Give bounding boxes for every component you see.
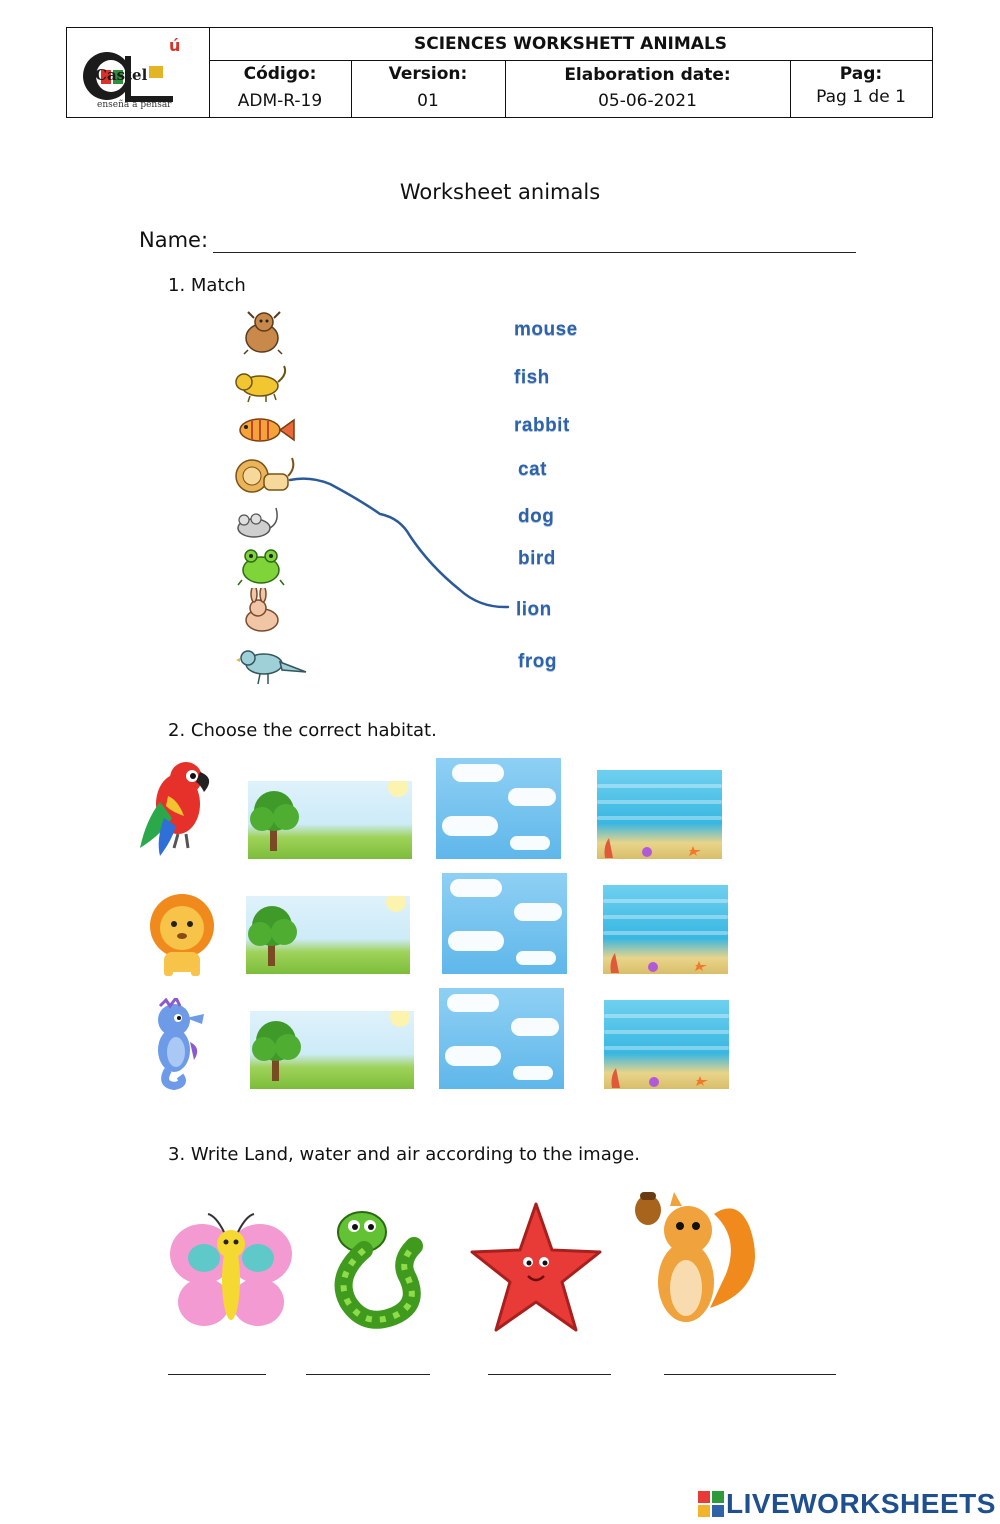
code-label: Código:	[243, 64, 317, 84]
squirrel-icon	[630, 1188, 760, 1336]
match-example-line	[280, 470, 520, 620]
name-label: Name:	[139, 228, 209, 252]
page-label: Pag:	[839, 64, 883, 84]
seabed-icon	[603, 945, 728, 974]
page-value: Pag 1 de 1	[816, 87, 906, 107]
starfish-icon	[468, 1200, 604, 1336]
answer-line-starfish[interactable]	[488, 1374, 611, 1375]
name-field[interactable]	[213, 252, 856, 253]
liveworksheets-logo-icon	[698, 1491, 724, 1517]
seabed-icon	[597, 830, 722, 859]
logo-tagline: enseña a pensar	[97, 100, 172, 110]
habitat-water-option[interactable]	[603, 885, 728, 974]
school-logo	[77, 36, 197, 112]
answer-line-butterfly[interactable]	[168, 1374, 266, 1375]
mouse-icon[interactable]	[234, 506, 284, 540]
header-table	[66, 27, 933, 118]
habitat-land-option[interactable]	[248, 781, 412, 859]
fish-icon[interactable]	[236, 414, 296, 446]
match-word[interactable]: cat	[518, 459, 547, 480]
match-word[interactable]: rabbit	[514, 415, 570, 436]
seahorse-icon	[140, 998, 216, 1090]
version-label: Version:	[388, 64, 468, 84]
match-word[interactable]: frog	[518, 651, 557, 672]
tree-icon	[246, 896, 410, 974]
match-word[interactable]: mouse	[514, 319, 578, 340]
habitat-water-option[interactable]	[597, 770, 722, 859]
date-value: 05-06-2021	[598, 91, 697, 111]
habitat-land-option[interactable]	[246, 896, 410, 974]
snake-icon	[324, 1206, 434, 1336]
worksheet-title: Worksheet animals	[399, 180, 601, 204]
section1-instruction: 1. Match	[168, 275, 246, 296]
match-word[interactable]: fish	[514, 367, 550, 388]
habitat-air-option[interactable]	[442, 873, 567, 974]
butterfly-icon	[166, 1210, 296, 1336]
cat-icon[interactable]	[232, 364, 292, 404]
seabed-icon	[604, 1060, 729, 1089]
code-value: ADM-R-19	[237, 91, 323, 111]
header-title: SCIENCES WORKSHETT ANIMALS	[413, 34, 728, 54]
answer-line-snake[interactable]	[306, 1374, 430, 1375]
habitat-air-option[interactable]	[436, 758, 561, 859]
habitat-water-option[interactable]	[604, 1000, 729, 1089]
habitat-air-option[interactable]	[439, 988, 564, 1089]
logo-accent: ú	[169, 36, 181, 55]
lion-icon	[138, 890, 226, 976]
logo-text: Castel	[95, 66, 148, 84]
habitat-land-option[interactable]	[250, 1011, 414, 1089]
match-word[interactable]: dog	[518, 506, 555, 527]
match-word[interactable]: bird	[518, 548, 556, 569]
match-word[interactable]: lion	[516, 599, 552, 620]
version-value: 01	[417, 91, 439, 111]
bird-icon[interactable]	[236, 644, 308, 686]
section3-instruction: 3. Write Land, water and air according to the image.	[168, 1144, 640, 1165]
tree-icon	[248, 781, 412, 859]
tree-icon	[250, 1011, 414, 1089]
section2-instruction: 2. Choose the correct habitat.	[168, 720, 437, 741]
parrot-icon	[138, 756, 216, 860]
liveworksheets-brand[interactable]: LIVEWORKSHEETS	[726, 1488, 996, 1519]
answer-line-squirrel[interactable]	[664, 1374, 836, 1375]
date-label: Elaboration date:	[564, 65, 731, 85]
dog-icon[interactable]	[234, 310, 290, 356]
